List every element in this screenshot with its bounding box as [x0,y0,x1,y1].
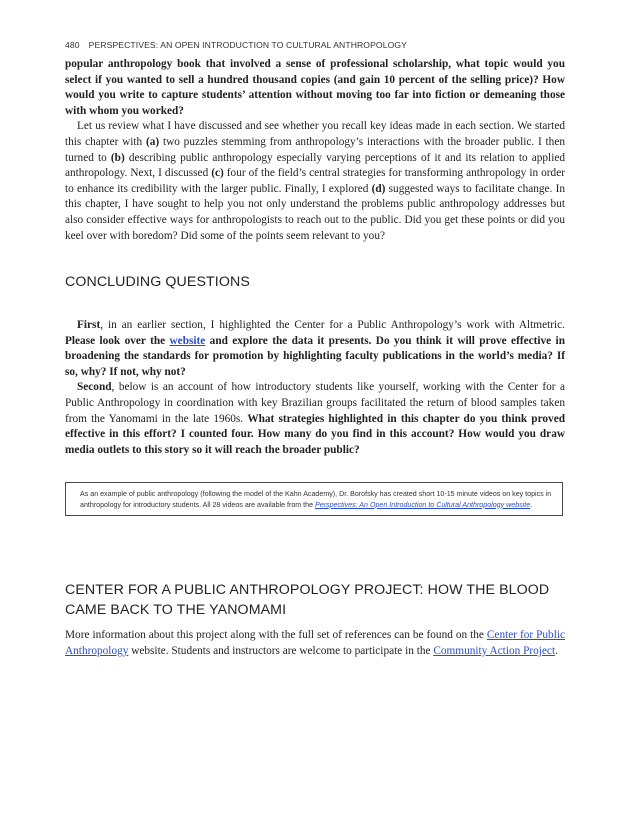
review-paragraph: Let us review what I have discussed and see whether you recall key ideas made in each section. We started this chapter with (a) two puzzles stemming from anthropology’s interactions with the broader public. I then turned to (b) describing public anthropology especially varying perceptions of it and its relation to applied anthropology. Next, I discussed (c) four of the field’s central strategies for transforming anthropology in order to enhance its credibility with the larger public. Finally, I explored (d) suggested ways to facilitate change. In this chapter, I have sought to help you not only understand the problems public anthropology addresses but also consider effective ways for anthropologists to reach out to the public. Did you get these points or did you keel over with boredom? Did some of the points seem relevant to you? [65,120,565,242]
perspectives-website-link[interactable]: Perspectives: An Open Introduction to Cultural Anthropology website [315,500,531,509]
running-title: PERSPECTIVES: AN OPEN INTRODUCTION TO CULTURAL ANTHROPOLOGY [88,40,407,50]
center-link[interactable]: Center for Public Anthropology [65,629,565,657]
question-second: Second, below is an account of how introductory students like yourself, working with the Center for a Public Anthropology in coordination with key Brazilian groups facilitated the return of blood samples taken from the Yanomami in the late 1960s. What strategies highlighted in this chapter do you think proved effective in this effort? I counted four. How many do you find in this account? How would you draw media outlets to this story so it will reach the broader public? [65,381,565,456]
first-lead: First [77,319,101,331]
marker-c: (c) [211,167,224,180]
marker-a: (a) [145,135,160,148]
video-callout-box [65,482,563,516]
page-number: 480 [65,40,80,50]
running-header [65,40,407,50]
question-first: First, in an earlier section, I highlighted the Center for a Public Anthropology’s work with Altmetric. Please look over the website and explore the data it presents. Do you think it will prove effective in broadening the standards for promotion by highlighting faculty publications in the world’s media? If so, why? If not, why not? [65,319,565,378]
second-lead: Second [77,381,112,394]
concluding-section [65,318,565,458]
intro-section [65,57,565,244]
callout-text: As an example of public anthropology (following the model of the Kahn Academy), Dr. Borofsky has created short 10-15 minute videos on key topics in anthropology for introductory students. All 28 videos are available from the Perspectives: An Open Introduction to Cultural Anthropology website. [80,490,552,509]
marker-b: (b) [110,151,125,164]
intro-question: popular anthropology book that involved a sense of professional scholarship, what topic would you select if you wanted to sell a hundred thousand copies (and gain 10 percent of the selling price)? How would you write to capture students’ attention without moving too far into fiction or demeaning those with whom you worked? [65,58,565,117]
project-section [65,628,565,659]
website-link[interactable]: website [169,334,206,347]
concluding-questions-heading: CONCLUDING QUESTIONS [65,274,250,290]
marker-d: (d) [371,182,386,195]
project-heading: CENTER FOR A PUBLIC ANTHROPOLOGY PROJECT: HOW THE BLOOD CAME BACK TO THE YANOMAMI [65,582,550,618]
community-action-link[interactable]: Community Action Project [433,644,556,657]
project-paragraph: More information about this project along with the full set of references can be found on the Center for Public Anthropology website. Students and instructors are welcome to participate in the Community Action Project. [65,629,565,657]
